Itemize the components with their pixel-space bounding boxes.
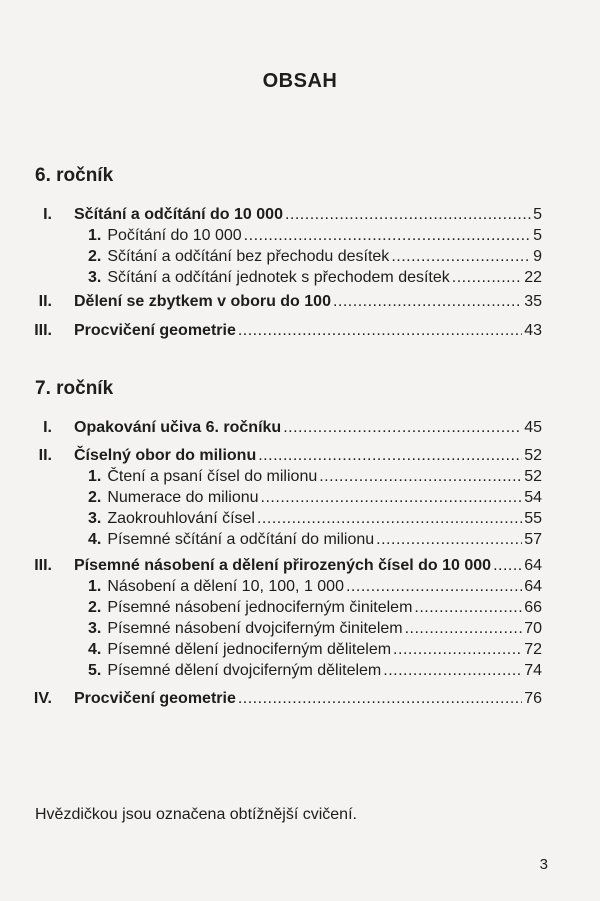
grade-heading: 7. ročník [35,378,114,399]
chapter-title: Číselný obor do milionu [74,447,257,464]
subsection-number: 1. [88,578,102,595]
page-ref: 43 [524,322,542,339]
subsection-title: Sčítání a odčítání bez přechodu desítek [107,248,390,265]
toc-entry[interactable] [0,688,600,710]
toc-subentry[interactable] [0,639,600,661]
dot-leader [452,267,522,289]
subsection-title: Písemné dělení dvojciferným dělitelem [107,662,382,679]
chapter-numeral: II. [38,447,52,464]
dot-leader [393,639,522,661]
chapter-numeral: IV. [33,690,52,707]
dot-leader [405,618,523,640]
toc-entry[interactable] [0,291,600,313]
page-ref: 55 [524,510,542,527]
toc-subentry[interactable] [0,660,600,682]
page-ref: 5 [533,227,542,244]
toc-subentry[interactable] [0,508,600,530]
toc-entry[interactable] [0,445,600,467]
subsection-number: 5. [88,662,102,679]
dot-leader [261,487,523,509]
toc-subentry[interactable] [0,576,600,598]
subsection-number: 1. [88,227,102,244]
subsection-number: 3. [88,510,102,527]
page-ref: 52 [524,447,542,464]
page-ref: 9 [533,248,542,265]
subsection-number: 4. [88,531,102,548]
toc-subentry[interactable] [0,618,600,640]
dot-leader [376,529,522,551]
chapter-title: Písemné násobení a dělení přirozených čísel do 10 000 [74,557,492,574]
subsection-number: 2. [88,489,102,506]
dot-leader [283,417,522,439]
toc-subentry[interactable] [0,529,600,551]
page-title: OBSAH [262,70,338,92]
page-ref: 70 [524,620,542,637]
toc-entry[interactable] [0,204,600,226]
subsection-title: Numerace do milionu [107,489,259,506]
page-ref: 76 [524,690,542,707]
chapter-numeral: II. [38,293,52,310]
toc-subentry[interactable] [0,466,600,488]
subsection-title: Písemné dělení jednociferným dělitelem [107,641,392,658]
subsection-number: 2. [88,248,102,265]
dot-leader [346,576,522,598]
subsection-title: Písemné násobení dvojciferným činitelem [107,620,403,637]
dot-leader [238,688,522,710]
subsection-number: 3. [88,269,102,286]
page-ref: 64 [524,578,542,595]
chapter-title: Procvičení geometrie [74,322,236,339]
subsection-title: Zaokrouhlování čísel [107,510,255,527]
page-ref: 52 [524,468,542,485]
dot-leader [391,246,531,268]
page-ref: 74 [524,662,542,679]
dot-leader [383,660,522,682]
subsection-number: 4. [88,641,102,658]
chapter-numeral: III. [34,322,52,339]
page-ref: 45 [524,419,542,436]
page-number: 3 [539,856,548,873]
subsection-title: Počítání do 10 000 [107,227,242,244]
subsection-number: 3. [88,620,102,637]
toc-subentry[interactable] [0,225,600,247]
page-ref: 54 [524,489,542,506]
subsection-title: Písemné sčítání a odčítání do milionu [107,531,375,548]
grade-heading: 6. ročník [35,165,114,186]
page-ref: 5 [533,206,542,223]
dot-leader [244,225,531,247]
subsection-number: 2. [88,599,102,616]
chapter-numeral: I. [43,206,52,223]
subsection-title: Sčítání a odčítání jednotek s přechodem desítek [107,269,450,286]
page-ref: 57 [524,531,542,548]
dot-leader [258,445,522,467]
dot-leader [285,204,531,226]
dot-leader [257,508,522,530]
page-ref: 64 [524,557,542,574]
chapter-numeral: III. [34,557,52,574]
footnote: Hvězdičkou jsou označena obtížnější cvičení. [35,806,357,823]
page-ref: 22 [524,269,542,286]
subsection-title: Písemné násobení jednociferným činitelem [107,599,413,616]
dot-leader [493,555,522,577]
dot-leader [414,597,522,619]
page-ref: 35 [524,293,542,310]
toc-subentry[interactable] [0,246,600,268]
toc-subentry[interactable] [0,487,600,509]
dot-leader [238,320,522,342]
toc-entry[interactable] [0,417,600,439]
chapter-title: Opakování učiva 6. ročníku [74,419,282,436]
toc-entry[interactable] [0,320,600,342]
toc-subentry[interactable] [0,267,600,289]
chapter-title: Procvičení geometrie [74,690,236,707]
dot-leader [333,291,522,313]
chapter-title: Dělení se zbytkem v oboru do 100 [74,293,331,310]
page-ref: 66 [524,599,542,616]
subsection-title: Čtení a psaní čísel do milionu [107,468,318,485]
page-ref: 72 [524,641,542,658]
toc-subentry[interactable] [0,597,600,619]
subsection-title: Násobení a dělení 10, 100, 1 000 [107,578,344,595]
chapter-title: Sčítání a odčítání do 10 000 [74,206,283,223]
dot-leader [319,466,522,488]
toc-entry[interactable] [0,555,600,577]
subsection-number: 1. [88,468,102,485]
chapter-numeral: I. [43,419,52,436]
